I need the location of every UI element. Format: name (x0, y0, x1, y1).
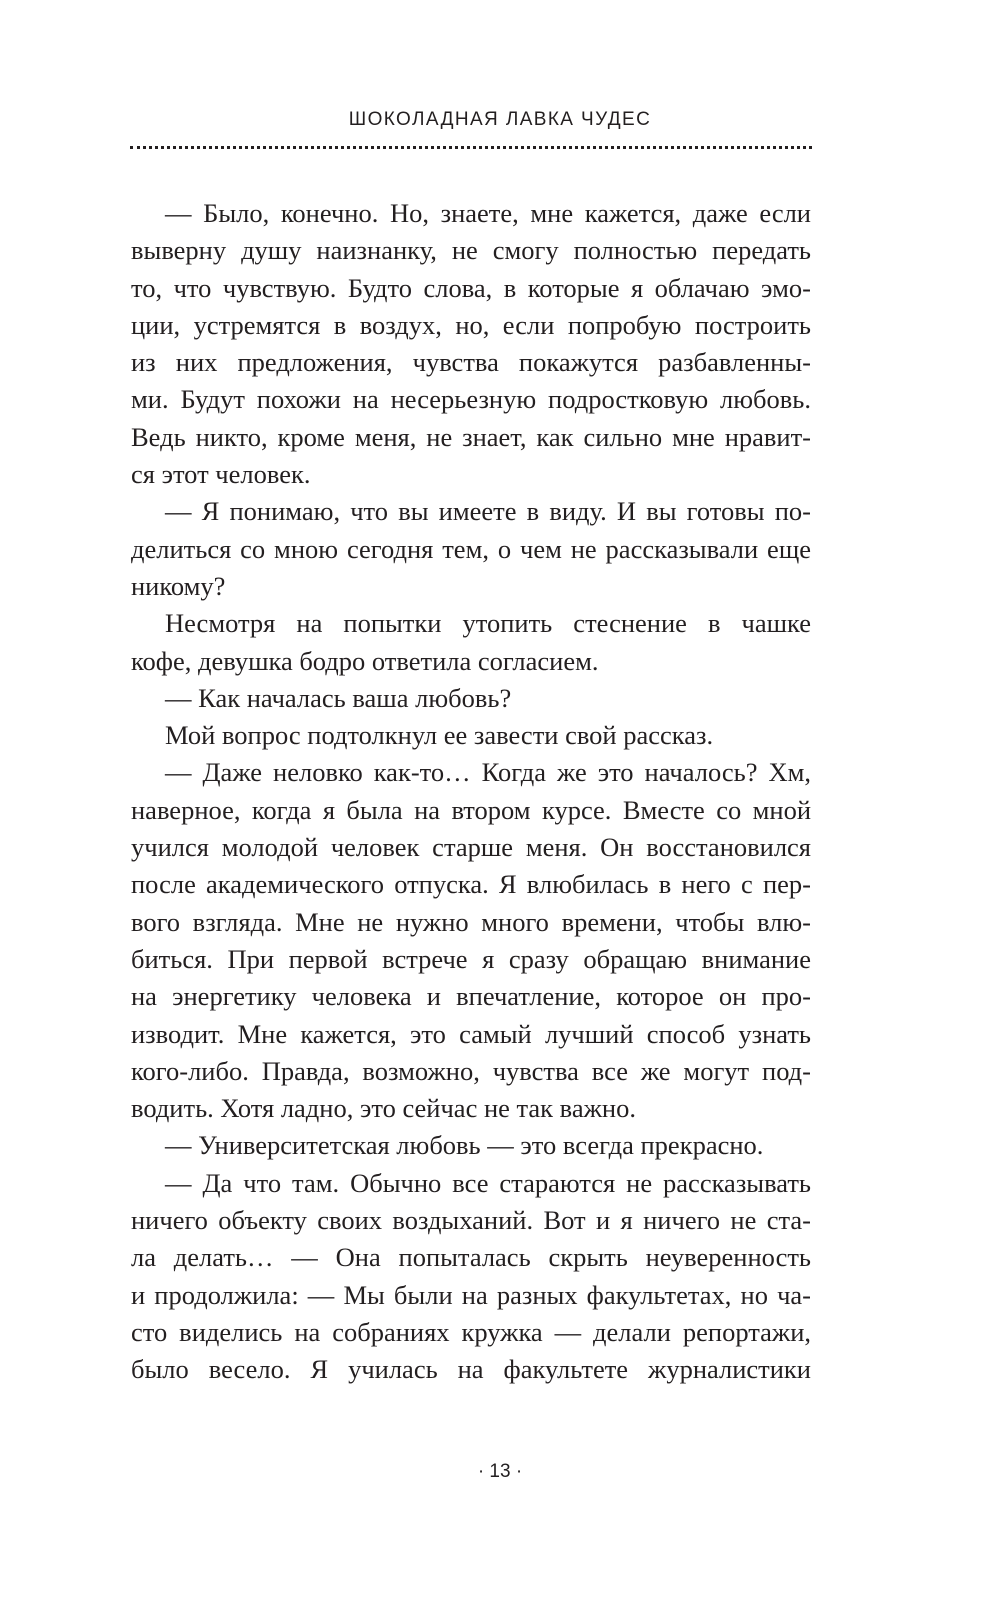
text-line: из них предложения, чувства покажутся разбавленны- (131, 347, 811, 378)
text-line: ся этот человек. (131, 459, 311, 490)
text-line: наверное, когда я была на втором курсе. Вместе со мной (131, 794, 811, 825)
text-line: водить. Хотя ладно, это сейчас не так важно. (131, 1093, 636, 1124)
text-line: было весело. Я училась на факультете журналистики (131, 1354, 811, 1385)
text-line: — Да что там. Обычно все стараются не рассказывать (165, 1167, 811, 1198)
text-line: то, что чувствую. Будто слова, в которые я облачаю эмо- (131, 272, 811, 303)
dotted-header-rule (130, 146, 812, 149)
text-line: — Я понимаю, что вы имеете в виду. И вы готовы по- (165, 496, 811, 527)
text-line: кофе, девушка бодро ответила согласием. (131, 645, 599, 676)
text-line: Несмотря на попытки утопить стеснение в чашке (165, 608, 811, 639)
text-line: никому? (131, 570, 226, 601)
text-line: — Университетская любовь — это всегда прекрасно. (165, 1130, 764, 1161)
text-line: ми. Будут похожи на несерьезную подростковую любовь. (131, 384, 811, 415)
text-line: выверну душу наизнанку, не смогу полностью передать (131, 235, 811, 266)
text-line: ции, устремятся в воздух, но, если попробую построить (131, 309, 811, 340)
text-line: ничего объекту своих воздыханий. Вот и я ничего не ста- (131, 1205, 811, 1236)
text-line: ла делать… — Она попыталась скрыть неуверенность (131, 1242, 811, 1273)
running-head-title: ШОКОЛАДНАЯ ЛАВКА ЧУДЕС (348, 109, 652, 130)
text-line: — Было, конечно. Но, знаете, мне кажется, даже если (165, 198, 811, 228)
text-line: — Даже неловко как-то… Когда же это началось? Хм, (165, 757, 811, 788)
text-line: Мой вопрос подтолкнул ее завести свой рассказ. (165, 720, 714, 751)
text-line: сто виделись на собраниях кружка — делали репортажи, (131, 1316, 811, 1347)
page-number: · 13 · (477, 1461, 523, 1482)
text-line: делиться со мною сегодня тем, о чем не рассказывали еще (131, 533, 811, 564)
text-line: кого-либо. Правда, возможно, чувства все же могут под- (131, 1055, 811, 1086)
text-line: — Как началась ваша любовь? (165, 682, 512, 713)
text-line: Ведь никто, кроме меня, не знает, как сильно мне нравит- (131, 421, 811, 452)
body-text (131, 195, 811, 1389)
text-line: биться. При первой встрече я сразу обращаю внимание (131, 943, 811, 974)
text-line: учился молодой человек старше меня. Он восстановился (131, 832, 811, 863)
text-line: после академического отпуска. Я влюбилась в него с пер- (131, 869, 811, 900)
text-line: на энергетику человека и впечатление, которое он про- (131, 981, 811, 1012)
text-line: изводит. Мне кажется, это самый лучший способ узнать (131, 1018, 811, 1049)
text-line: и продолжила: — Мы были на разных факультетах, но ча- (131, 1279, 811, 1310)
text-line: вого взгляда. Мне не нужно много времени, чтобы влю- (131, 906, 811, 937)
